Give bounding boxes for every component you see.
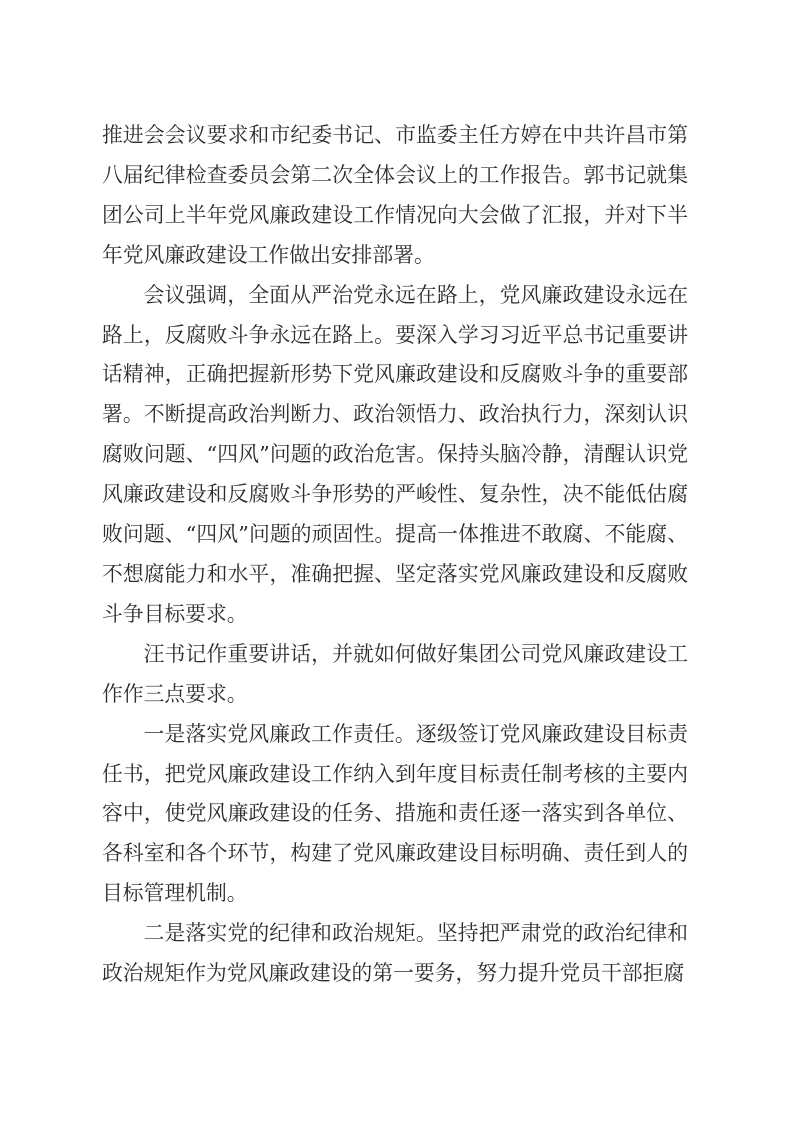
paragraph-point-one: 一是落实党风廉政工作责任。逐级签订党风廉政建设目标责任书，把党风廉政建设工作纳入到年度目标责任制考核的主要内容中，使党风廉政建设的任务、措施和责任逐一落实到各单位、各科室和各个环节，构建了党风廉政建设目标明确、责任到人的目标管理机制。 [102,721,688,906]
paragraph-continuation: 推进会会议要求和市纪委书记、市监委主任方婷在中共许昌市第八届纪律检查委员会第二次全体会议上的工作报告。郭书记就集团公司上半年党风廉政建设工作情况向大会做了汇报，并对下半年党风廉政建设工作做出安排部署。 [102,123,688,267]
paragraph-point-two: 二是落实党的纪律和政治规矩。坚持把严肃党的政治纪律和政治规矩作为党风廉政建设的第一要务，努力提升党员干部拒腐 [102,921,688,986]
paragraph-meeting-emphasis: 会议强调，全面从严治党永远在路上，党风廉政建设永远在路上，反腐败斗争永远在路上。要深入学习习近平总书记重要讲话精神，正确把握新形势下党风廉政建设和反腐败斗争的重要部署。不断提高政治判断力、政治领悟力、政治执行力，深刻认识腐败问题、“四风”问题的政治危害。保持头脑冷静，清醒认识党风廉政建设和反腐败斗争形势的严峻性、复杂性，决不能低估腐败问题、“四风”问题的顽固性。提高一体推进不敢腐、不能腐、不想腐能力和水平，准确把握、坚定落实党风廉政建设和反腐败斗争目标要求。 [102,282,688,626]
paragraph-secretary-speech: 汪书记作重要讲话，并就如何做好集团公司党风廉政建设工作作三点要求。 [102,641,688,706]
